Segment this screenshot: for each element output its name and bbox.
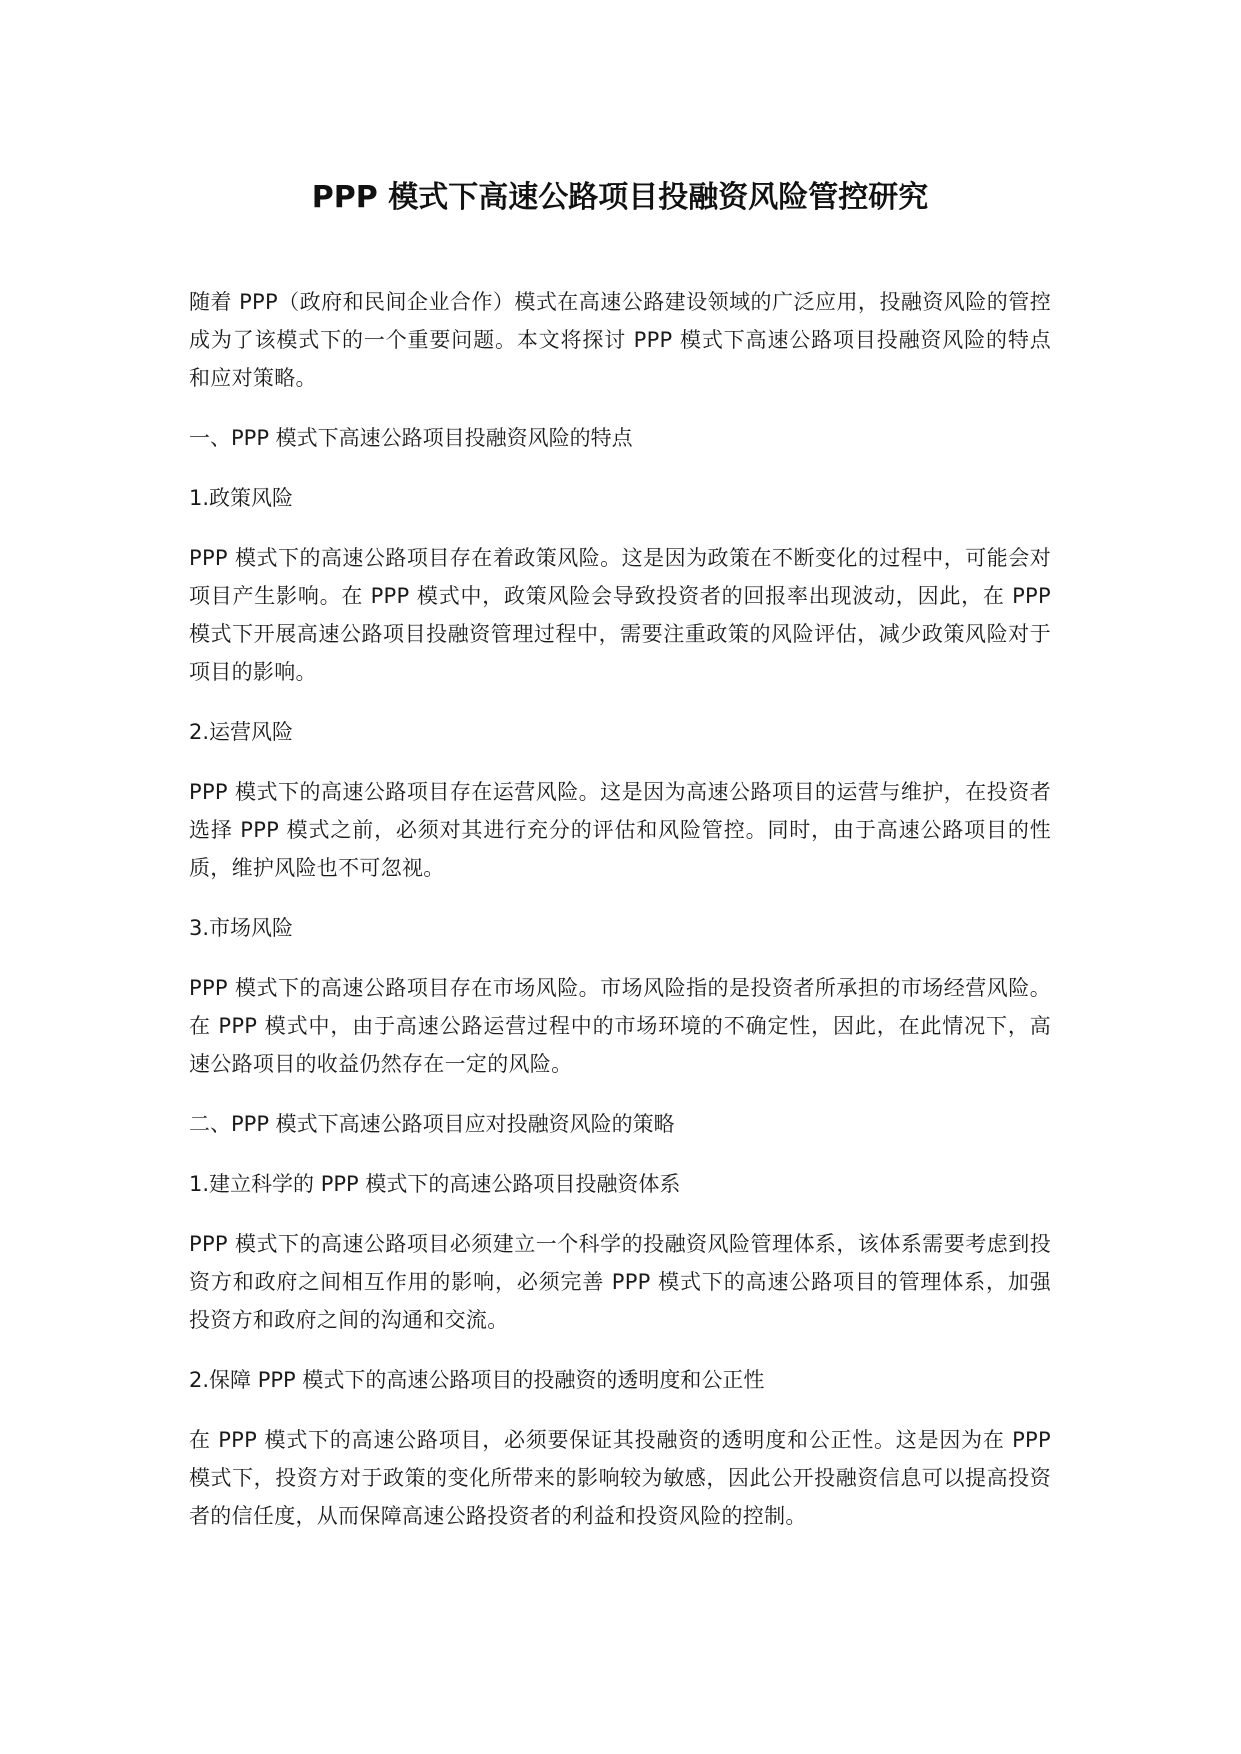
section-heading: 二、PPP 模式下高速公路项目应对投融资风险的策略 bbox=[189, 1112, 675, 1136]
paragraph: 在 PPP 模式下的高速公路项目，必须要保证其投融资的透明度和公正性。这是因为在 PPP 模式下，投资方对于政策的变化所带来的影响较为敏感，因此公开投融资信息可以提高投资者的信任度，从而保障高速公路投资者的利益和投资风险的控制。 bbox=[189, 1428, 1051, 1528]
subsection-heading: 2.保障 PPP 模式下的高速公路项目的投融资的透明度和公正性 bbox=[189, 1368, 765, 1392]
paragraph: PPP 模式下的高速公路项目必须建立一个科学的投融资风险管理体系，该体系需要考虑到投资方和政府之间相互作用的影响，必须完善 PPP 模式下的高速公路项目的管理体系，加强投资方和政府之间的沟通和交流。 bbox=[189, 1232, 1051, 1332]
subsection-heading: 1.政策风险 bbox=[189, 486, 294, 510]
subsection-heading: 1.建立科学的 PPP 模式下的高速公路项目投融资体系 bbox=[189, 1172, 681, 1196]
subsection-heading: 2.运营风险 bbox=[189, 720, 294, 744]
document-body bbox=[189, 283, 1051, 1557]
paragraph: PPP 模式下的高速公路项目存在着政策风险。这是因为政策在不断变化的过程中，可能会对项目产生影响。在 PPP 模式中，政策风险会导致投资者的回报率出现波动，因此，在 PPP 模式下开展高速公路项目投融资管理过程中，需要注重政策的风险评估，减少政策风险对于项目的影响。 bbox=[189, 546, 1051, 684]
document-title: PPP 模式下高速公路项目投融资风险管控研究 bbox=[311, 180, 929, 215]
paragraph: PPP 模式下的高速公路项目存在市场风险。市场风险指的是投资者所承担的市场经营风险。在 PPP 模式中，由于高速公路运营过程中的市场环境的不确定性，因此，在此情况下，高速公路项目的收益仍然存在一定的风险。 bbox=[189, 976, 1051, 1076]
paragraph: PPP 模式下的高速公路项目存在运营风险。这是因为高速公路项目的运营与维护，在投资者选择 PPP 模式之前，必须对其进行充分的评估和风险管控。同时，由于高速公路项目的性质，维护风险也不可忽视。 bbox=[189, 780, 1051, 880]
section-heading: 一、PPP 模式下高速公路项目投融资风险的特点 bbox=[189, 426, 633, 450]
subsection-heading: 3.市场风险 bbox=[189, 916, 294, 940]
paragraph: 随着 PPP（政府和民间企业合作）模式在高速公路建设领域的广泛应用，投融资风险的管控成为了该模式下的一个重要问题。本文将探讨 PPP 模式下高速公路项目投融资风险的特点和应对策略。 bbox=[189, 290, 1051, 390]
